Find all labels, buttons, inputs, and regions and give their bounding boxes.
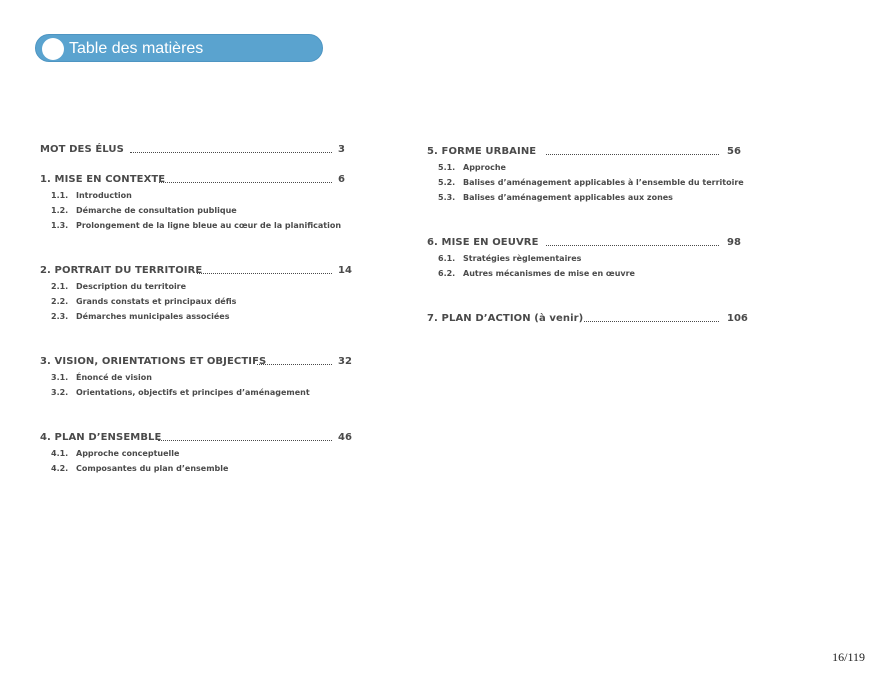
toc-subsection-title: Prolongement de la ligne bleue au cœur de la planification: [76, 221, 342, 230]
toc-section-title: 7. PLAN D’ACTION (à venir): [427, 313, 584, 324]
toc-dot-leader: [197, 271, 332, 274]
toc-subsection-number: 6.1.: [438, 254, 456, 263]
toc-subsection-title: Démarches municipales associées: [76, 312, 230, 321]
toc-section-page: 46: [338, 432, 352, 443]
toc-subsection-title: Approche conceptuelle: [76, 449, 180, 458]
toc-section-row[interactable]: [427, 235, 747, 251]
toc-subsection[interactable]: [40, 461, 360, 476]
toc-section-title: 3. VISION, ORIENTATIONS ET OBJECTIFS: [40, 356, 267, 367]
toc-subsection-number: 2.3.: [51, 312, 69, 321]
toc-subsection[interactable]: [40, 370, 360, 385]
toc-section-row[interactable]: [40, 430, 360, 446]
toc-subsection[interactable]: [40, 279, 360, 294]
toc-subsection-title: Balises d’aménagement applicables à l’ensemble du territoire: [463, 178, 744, 187]
toc-subsection-number: 3.1.: [51, 373, 69, 382]
toc-section-title: 4. PLAN D’ENSEMBLE: [40, 432, 162, 443]
toc-section[interactable]: [40, 263, 360, 324]
toc-subsection-number: 2.1.: [51, 282, 69, 291]
toc-dot-leader: [584, 319, 719, 322]
toc-subsection-title: Composantes du plan d’ensemble: [76, 464, 229, 473]
toc-subsection-number: 6.2.: [438, 269, 456, 278]
toc-subsection[interactable]: [40, 385, 360, 400]
toc-subsection[interactable]: [40, 294, 360, 309]
toc-subsection-number: 1.2.: [51, 206, 69, 215]
toc-section[interactable]: [427, 311, 747, 327]
page-title: Table des matières: [69, 40, 204, 57]
toc-subsection-number: 5.2.: [438, 178, 456, 187]
toc-subsection-number: 1.3.: [51, 221, 69, 230]
toc-subsection-number: 5.3.: [438, 193, 456, 202]
toc-section[interactable]: [40, 142, 360, 158]
toc-dot-leader: [546, 152, 719, 155]
toc-subsection-number: 4.2.: [51, 464, 69, 473]
toc-subsection[interactable]: [40, 446, 360, 461]
toc-subsection-title: Balises d’aménagement applicables aux zones: [463, 193, 673, 202]
toc-section-row[interactable]: [40, 354, 360, 370]
toc-subsection[interactable]: [40, 309, 360, 324]
toc-subsection-number: 3.2.: [51, 388, 69, 397]
page-number: 16/119: [832, 650, 865, 664]
toc-dot-leader: [257, 362, 332, 365]
toc-subsection-number: 2.2.: [51, 297, 69, 306]
toc-section-title: 6. MISE EN OEUVRE: [427, 237, 539, 248]
toc-section-page: 56: [727, 146, 741, 157]
toc-section-row[interactable]: [40, 263, 360, 279]
toc-section-row[interactable]: [427, 144, 747, 160]
toc-subsection[interactable]: [427, 190, 747, 205]
toc-section[interactable]: [40, 172, 360, 233]
toc-subsection-title: Description du territoire: [76, 282, 187, 291]
toc-section[interactable]: [40, 354, 360, 400]
toc-subsection-number: 4.1.: [51, 449, 69, 458]
toc-section-title: MOT DES ÉLUS: [40, 144, 124, 155]
toc-section-page: 14: [338, 265, 352, 276]
toc-section-page: 6: [338, 174, 345, 185]
toc-subsection-title: Autres mécanismes de mise en œuvre: [463, 269, 635, 278]
toc-subsection-number: 1.1.: [51, 191, 69, 200]
toc-subsection-title: Introduction: [76, 191, 132, 200]
toc-dot-leader: [158, 438, 332, 441]
toc-section[interactable]: [427, 144, 747, 205]
toc-subsection[interactable]: [40, 203, 360, 218]
toc-section-row[interactable]: [40, 142, 360, 158]
toc-section-row[interactable]: [427, 311, 747, 327]
toc-subsection[interactable]: [427, 160, 747, 175]
toc-dot-leader: [130, 150, 332, 153]
toc-dot-leader: [546, 243, 719, 246]
toc-subsection-number: 5.1.: [438, 163, 456, 172]
toc-section-page: 106: [727, 313, 748, 324]
toc-section[interactable]: [427, 235, 747, 281]
toc-subsection-title: Démarche de consultation publique: [76, 206, 237, 215]
toc-section-title: 5. FORME URBAINE: [427, 146, 537, 157]
toc-section-page: 3: [338, 144, 345, 155]
toc-dot-leader: [159, 180, 332, 183]
toc-section[interactable]: [40, 430, 360, 476]
toc-subsection-title: Stratégies règlementaires: [463, 254, 582, 263]
toc-section-title: 1. MISE EN CONTEXTE: [40, 174, 166, 185]
toc-subsection-title: Énoncé de vision: [76, 373, 152, 382]
toc-subsection[interactable]: [427, 266, 747, 281]
toc-subsection[interactable]: [427, 175, 747, 190]
toc-section-title: 2. PORTRAIT DU TERRITOIRE: [40, 265, 203, 276]
toc-subsection[interactable]: [40, 218, 360, 233]
toc-section-row[interactable]: [40, 172, 360, 188]
toc-right-column: [427, 0, 757, 675]
toc-left-column: [40, 0, 360, 675]
toc-subsection[interactable]: [40, 188, 360, 203]
toc-subsection-title: Grands constats et principaux défis: [76, 297, 237, 306]
toc-subsection[interactable]: [427, 251, 747, 266]
toc-subsection-title: Orientations, objectifs et principes d’aménagement: [76, 388, 310, 397]
toc-section-page: 32: [338, 356, 352, 367]
toc-section-page: 98: [727, 237, 741, 248]
toc-subsection-title: Approche: [463, 163, 506, 172]
